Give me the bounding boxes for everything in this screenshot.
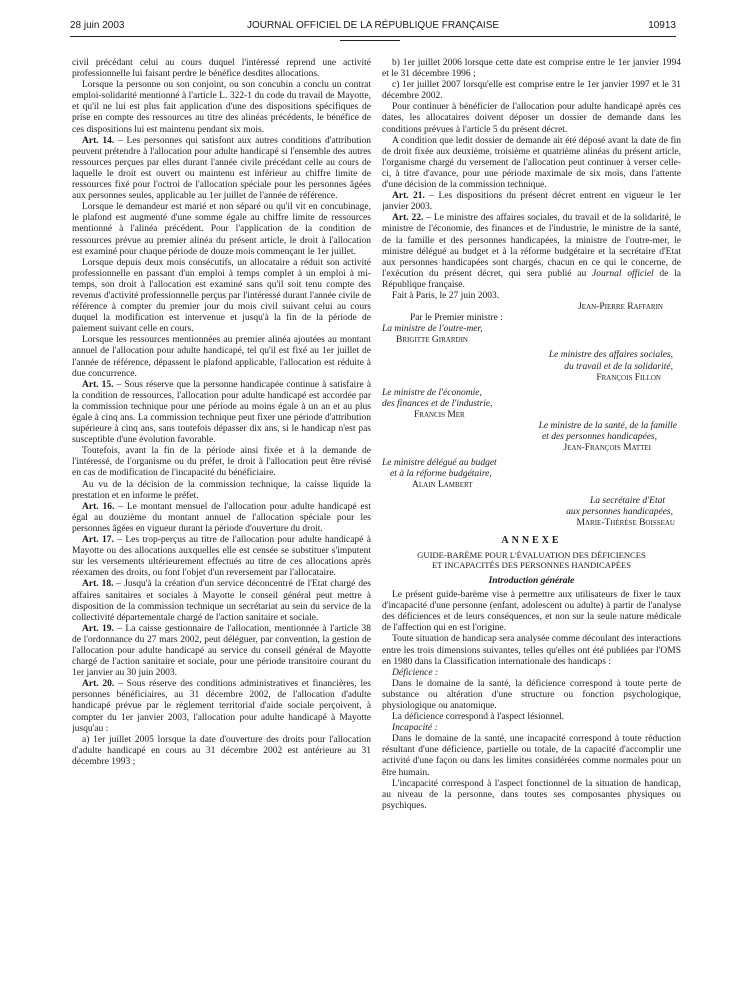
article-label: Art. 16. [82,501,115,512]
article-20 [72,679,371,734]
article-label: Art. 15. [82,379,114,390]
signature-prime-minister: Jean-Pierre Raffarin [578,302,663,313]
article-14 [72,136,371,203]
article-text: – Les trop-perçus au titre de l'allocation pour adulte handicapé à Mayotte ou des allocations auxquelles elle est censée se substituer s'imputent sur les versements ultérieurement effectués au titre de ces allocations après réexamen des droits, ou font l'objet d'un reversement par l'allocataire. [72,535,371,579]
paragraph: Lorsque le demandeur est marié et non séparé ou qu'il vit en concubinage, le plafond est augmenté d'une somme égale au chiffre limite de ressources mentionné à l'alinéa précédent. Pour l'application de la condition de ressources prévue au premier alinéa du présent article, le droit à l'allocation est examiné pour chaque période de douze mois commençant le 1er juillet. [72,202,371,257]
journal-officiel-ref: Journal officiel [591,268,654,279]
paragraph: Lorsque la personne ou son conjoint, ou son concubin a conclu un contrat emploi-solidarité mentionné à l'article L. 322-1 du code du travail de Mayotte, et qu'il ne lui est plus fait application d'une des dispositions spécifiques de prise en compte des ressources au titre des alinéas précédents, le bénéfice de ces dispositions lui est maintenu pendant six mois. [72,80,371,135]
article-15 [72,380,371,447]
paragraph: A condition que ledit dossier de demande ait été déposé avant la date de fin de droit fixée aux deuxième, troisième et quatrième alinéas du présent article, l'organisme chargé du versement de l'allocation peut continuer à verser celle-ci, à titre d'avance, pour une période maximale de six mois, dans l'attente d'une décision de la commission technique. [382,135,681,191]
annexe-title: ANNEXE [501,534,562,546]
paragraph: Lorsque depuis deux mois consécutifs, un allocataire a réduit son activité professionnelle en passant d'un emploi à temps complet à un emploi à mi-temps, son droit à l'allocation est examiné sans qu'il soit tenu compte des revenus d'activité professionnelle perçus par l'intéressé durant l'année civile de référence à compter du premier jour du mois civil suivant celui au cours duquel la modification est intervenue et jusqu'à la fin de la période de paiement suivant celle en cours. [72,257,371,335]
signatory-role: Le ministre de la santé, de la famille [538,421,677,431]
article-label: Art. 19. [82,623,114,634]
signatures-block [382,302,681,529]
article-22 [382,213,681,291]
paragraph: Lorsque les ressources mentionnées au premier alinéa ajoutées au montant annuel de l'allocation pour adulte handicapé, tel qu'il est fixé au 1er juillet de l'année de référence, dépassent le plafond applicable, l'allocation est réduite à due concurrence. [72,335,371,379]
signatory-role: Le ministre des affaires sociales, [548,350,673,361]
paragraph: civil précédant celui au cours duquel l'intéressé reprend une activité professionnelle lui faisant perdre le bénéfice desdites allocations. [72,58,371,80]
signatory-role: aux personnes handicapées, [566,506,673,517]
guide-title-line: ET INCAPACITÉS DES PERSONNES HANDICAPÉES [431,560,632,571]
article-label: Art. 22. [392,213,424,224]
guide-title-line: GUIDE-BARÈME POUR L'ÉVALUATION DES DÉFICIENCES [417,549,646,560]
article-text-end: de la République française. [382,268,681,290]
signatory-role: et des personnes handicapées, [541,432,657,443]
subheading: Déficience : [392,667,439,678]
signatory-role: Le ministre délégué au budget [382,458,497,469]
signatory-name: Jean-François Mattei [563,443,651,454]
article-text: – Sous réserve que la personne handicapée continue à satisfaire à la condition de ressources, l'allocation pour adulte handicapé est accordée par la commission technique pour une période au moins égale à un an et au plus égale à cinq ans. La commission technique peut fixer une période d'attribution supérieure à cinq ans, sans toutefois dépasser dix ans, si le handicap n'est pas susceptible d'une évolution favorable. [72,379,371,446]
paragraph: Dans le domaine de la santé, une incapacité correspond à toute réduction résultant d'une déficience, partielle ou totale, de la capacité d'accomplir une activité d'une façon ou dans les limites considérées comme normales pour un être humain. [382,734,681,778]
article-text: – Jusqu'à la création d'un service déconcentré de l'Etat chargé des affaires sanitaires et sociales à Mayotte le conseil général peut mettre à disposition de la commission technique un secrétariat au sein du service de la collectivité départementale chargé de l'action sanitaire et sociale. [72,579,371,623]
paragraph: Toutefois, avant la fin de la période ainsi fixée et à la demande de l'intéressé, de l'organisme ou du préfet, le droit à l'allocation peut être révisé en cas de modification de l'incapacité du bénéficiaire. [72,446,371,479]
signatory-role: Le ministre de l'économie, [382,387,482,398]
subheading: Incapacité : [392,723,438,734]
article-16 [72,502,371,535]
paragraph: Le présent guide-barème vise à permettre aux utilisateurs de fixer le taux d'incapacité d'une personne (enfant, adolescent ou adulte) à partir de l'analyse des déficiences et de leurs conséquences, et non sur la seule nature médicale de l'affection qui en est l'origine. [382,590,681,634]
signatory-name: Brigitte Girardin [396,335,468,346]
signature-intro: Par le Premier ministre : [410,313,503,324]
article-text: – Les dispositions du présent décret entrent en vigueur le 1er janvier 2003. [382,191,681,213]
article-21 [382,191,681,213]
left-column [72,58,371,983]
article-text: – La caisse gestionnaire de l'allocation, mentionnée à l'article 38 de l'ordonnance du 27 mars 2002, peut déléguer, par convention, la gestion de l'allocation pour adulte handicapé au service du conseil général de Mayotte chargé de l'action sanitaire et sociale, pour une période transitoire courant du 1er janvier au 30 juin 2003. [72,623,371,679]
signatory-role: du travail et de la solidarité, [564,361,673,372]
header-journal-title: JOURNAL OFFICIEL DE LA RÉPUBLIQUE FRANÇAISE [246,20,500,31]
paragraph: Pour continuer à bénéficier de l'allocation pour adulte handicapé après ces dates, les allocataires doivent déposer un dossier de demande dans les conditions prévues à l'article 5 du présent décret. [382,102,681,135]
paragraph: Toute situation de handicap sera analysée comme découlant des interactions entre les trois dimensions suivantes, telles qu'elles ont été publiées par l'OMS en 1980 dans la Classification internationale des handicaps : [382,634,681,667]
header-date: 28 juin 2003 [70,20,125,31]
paragraph: Dans le domaine de la santé, la déficience correspond à toute perte de substance ou altération d'une structure ou fonction psychologique, physiologique ou anatomique. [382,678,681,711]
signatory-name: François Fillon [596,372,661,383]
article-label: Art. 18. [82,579,114,590]
header-rule [70,36,676,37]
paragraph: Au vu de la décision de la commission technique, la caisse liquide la prestation et en informe le préfet. [72,479,371,501]
article-label: Art. 17. [82,535,114,546]
right-column [382,58,681,983]
article-text: – Sous réserve des conditions administratives et financières, les personnes bénéficiaires, au 31 décembre 2002, de l'allocation d'adulte handicapé prévue par le règlement territorial d'aide sociale perçoivent, à compter du 1er janvier 2003, l'allocation pour adulte handicapé à Mayotte jusqu'au : [72,679,371,734]
signatory-role: La ministre de l'outre-mer, [382,324,483,335]
article-label: Art. 21. [392,191,425,202]
header-ornament [340,40,400,41]
signatory-role: La secrétaire d'Etat [589,495,665,506]
paragraph: a) 1er juillet 2005 lorsque la date d'ouverture des droits pour l'allocation d'adulte handicapé en cours au 31 décembre 2002 est antérieure au 31 décembre 1993 ; [72,734,371,767]
article-19 [72,624,371,679]
article-text: – Les personnes qui satisfont aux autres conditions d'attribution peuvent prétendre à l'allocation pour adulte handicapé si l'ensemble des autres ressources perçues par elles durant l'année civile précédant celle au cours de laquelle le droit est ouvert ou maintenu est inférieur au chiffre limite de ressources fixé pour l'octroi de l'allocation spéciale pour les personnes âgées aux personnes seules, applicable au 1er juillet de l'année de référence. [72,135,371,202]
signatory-role: et à la réforme budgétaire, [390,469,492,480]
page-header [70,20,676,36]
signature-place-date: Fait à Paris, le 27 juin 2003. [392,290,500,301]
signatory-name: Francis Mer [414,409,465,420]
paragraph: c) 1er juillet 2007 lorsqu'elle est comprise entre le 1er janvier 1997 et le 31 décembre 2002. [382,80,681,102]
article-17 [72,535,371,579]
section-heading: Introduction générale [488,575,575,586]
paragraph: b) 1er juillet 2006 lorsque cette date est comprise entre le 1er janvier 1994 et le 31 décembre 1996 ; [382,58,681,80]
header-page-number: 10913 [648,20,676,31]
article-text: – Le ministre des affaires sociales, du travail et de la solidarité, le ministre de l'économie, des finances et de l'industrie, le ministre de la santé, de la famille et des personnes handicapées, la ministre de l'outre-mer, le ministre délégué au budget et à la réforme budgétaire et la secrétaire d'Etat aux personnes handicapées sont chargés, chacun en ce qui le concerne, de l'exécution du présent décret, qui sera publié au [382,213,681,279]
signatory-name: Alain Lambert [412,480,473,491]
signatory-name: Marie-Thérèse Boisseau [576,517,675,528]
article-18 [72,579,371,623]
article-label: Art. 14. [82,135,115,146]
paragraph: La déficience correspond à l'aspect lésionnel. [392,712,565,723]
article-text: – Le montant mensuel de l'allocation pour adulte handicapé est égal au douzième du montant annuel de l'allocation spéciale pour les personnes âgées en vigueur durant la période d'ouverture du droit. [72,501,371,534]
signatory-role: des finances et de l'industrie, [382,398,493,409]
article-label: Art. 20. [82,679,115,690]
paragraph: L'incapacité correspond à l'aspect fonctionnel de la situation de handicap, au niveau de la personne, dans toutes ses composantes physiques ou psychiques. [382,778,681,811]
